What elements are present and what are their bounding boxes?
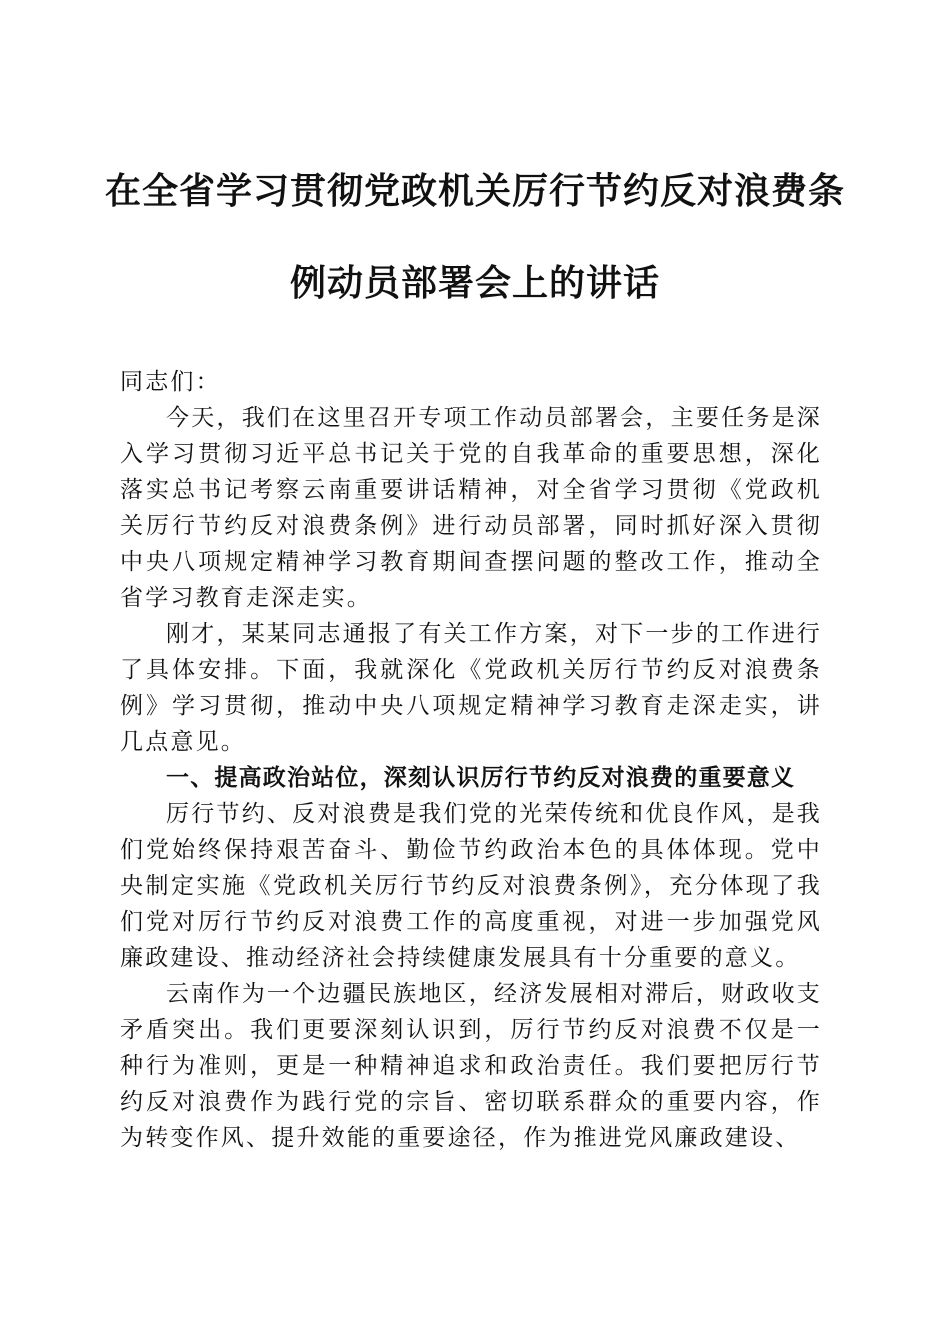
document-title-line-2: 例动员部署会上的讲话	[289, 263, 660, 304]
paragraph-opening: 今天，我们在这里召开专项工作动员部署会，主要任务是深入学习贯彻习近平总书记关于党的自我革命的重要思想，深化落实总书记考察云南重要讲话精神，对全省学习贯彻《党政机关厉行节约反对浪费条例》进行动员部署，同时抓好深入贯彻中央八项规定精神学习教育期间查摆问题的整改工作，推动全省学习教育走深走实。	[120, 405, 822, 611]
document-body	[120, 364, 822, 1156]
section-heading-1: 一、提高政治站位，深刻认识厉行节约反对浪费的重要意义	[166, 765, 796, 791]
salutation: 同志们：	[120, 369, 221, 395]
paragraph-section1-2: 云南作为一个边疆民族地区，经济发展相对滞后，财政收支矛盾突出。我们更要深刻认识到，厉行节约反对浪费不仅是一种行为准则，更是一种精神追求和政治责任。我们要把厉行节约反对浪费作为践行党的宗旨、密切联系群众的重要内容，作为转变作风、提升效能的重要途径，作为推进党风廉政建设、	[120, 981, 822, 1151]
paragraph-intro: 刚才，某某同志通报了有关工作方案，对下一步的工作进行了具体安排。下面，我就深化《党政机关厉行节约反对浪费条例》学习贯彻，推动中央八项规定精神学习教育走深走实，讲几点意见。	[120, 621, 822, 755]
document-title-line-1: 在全省学习贯彻党政机关厉行节约反对浪费条	[104, 171, 845, 212]
paragraph-section1-1: 厉行节约、反对浪费是我们党的光荣传统和优良作风，是我们党始终保持艰苦奋斗、勤俭节约政治本色的具体体现。党中央制定实施《党政机关厉行节约反对浪费条例》，充分体现了我们党对厉行节约反对浪费工作的高度重视，对进一步加强党风廉政建设、推动经济社会持续健康发展具有十分重要的意义。	[120, 801, 822, 971]
